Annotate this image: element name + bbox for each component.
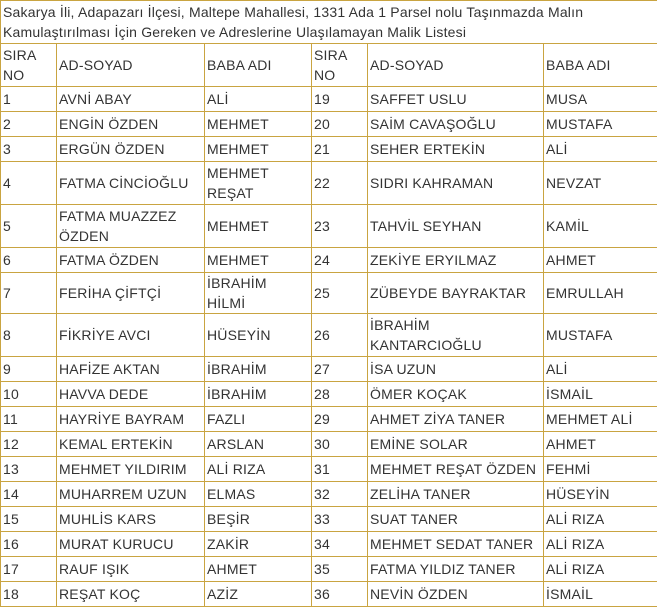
cell-ad-soyad-left: FATMA CİNCİOĞLU — [57, 162, 205, 205]
cell-ad-soyad-right: SAİM CAVAŞOĞLU — [368, 112, 544, 137]
cell-baba-adi-right: ALİ — [544, 137, 657, 162]
cell-baba-adi-right: ALİ RIZA — [544, 557, 657, 582]
cell-ad-soyad-right: FATMA YILDIZ TANER — [368, 557, 544, 582]
cell-sira-no-left: 1 — [1, 87, 57, 112]
cell-sira-no-right: 25 — [312, 273, 368, 314]
cell-baba-adi-right: HÜSEYİN — [544, 482, 657, 507]
cell-sira-no-right: 31 — [312, 457, 368, 482]
header-ad-soyad-left: AD-SOYAD — [57, 44, 205, 87]
table-row — [1, 87, 657, 112]
cell-baba-adi-left: ARSLAN — [205, 432, 312, 457]
cell-ad-soyad-left: ENGİN ÖZDEN — [57, 112, 205, 137]
cell-baba-adi-left: ALİ — [205, 87, 312, 112]
cell-baba-adi-left: MEHMET REŞAT — [205, 162, 312, 205]
cell-baba-adi-left: MEHMET — [205, 112, 312, 137]
cell-ad-soyad-left: ERGÜN ÖZDEN — [57, 137, 205, 162]
cell-sira-no-left: 17 — [1, 557, 57, 582]
table-row — [1, 407, 657, 432]
cell-baba-adi-left: ELMAS — [205, 482, 312, 507]
cell-sira-no-left: 13 — [1, 457, 57, 482]
cell-sira-no-right: 23 — [312, 205, 368, 248]
cell-baba-adi-right: ALİ RIZA — [544, 507, 657, 532]
document-title: Sakarya İli, Adapazarı İlçesi, Maltepe Mahallesi, 1331 Ada 1 Parsel nolu Taşınmazda Malın Kamulaştırılması İçin Gereken ve Adreslerine Ulaşılamayan Malik Listesi — [1, 1, 657, 44]
cell-baba-adi-right: ALİ — [544, 357, 657, 382]
header-sira-no-left: SIRA NO — [1, 44, 57, 87]
cell-ad-soyad-right: NEVİN ÖZDEN — [368, 582, 544, 607]
table-row — [1, 582, 657, 607]
cell-ad-soyad-left: HAFİZE AKTAN — [57, 357, 205, 382]
cell-baba-adi-left: İBRAHİM — [205, 382, 312, 407]
cell-ad-soyad-right: AHMET ZİYA TANER — [368, 407, 544, 432]
table-row — [1, 382, 657, 407]
cell-sira-no-right: 24 — [312, 248, 368, 273]
cell-sira-no-left: 15 — [1, 507, 57, 532]
cell-sira-no-right: 20 — [312, 112, 368, 137]
cell-ad-soyad-right: İSA UZUN — [368, 357, 544, 382]
cell-ad-soyad-left: KEMAL ERTEKİN — [57, 432, 205, 457]
cell-ad-soyad-left: MUHLİS KARS — [57, 507, 205, 532]
cell-sira-no-right: 19 — [312, 87, 368, 112]
cell-baba-adi-left: HÜSEYİN — [205, 314, 312, 357]
cell-ad-soyad-right: MEHMET SEDAT TANER — [368, 532, 544, 557]
table-row — [1, 507, 657, 532]
cell-sira-no-left: 4 — [1, 162, 57, 205]
table-row — [1, 112, 657, 137]
cell-ad-soyad-left: FİKRİYE AVCI — [57, 314, 205, 357]
table-row — [1, 532, 657, 557]
cell-sira-no-left: 5 — [1, 205, 57, 248]
cell-sira-no-left: 18 — [1, 582, 57, 607]
header-baba-adi-left: BABA ADI — [205, 44, 312, 87]
header-sira-no-right: SIRA NO — [312, 44, 368, 87]
cell-ad-soyad-right: MEHMET REŞAT ÖZDEN — [368, 457, 544, 482]
cell-baba-adi-right: NEVZAT — [544, 162, 657, 205]
cell-ad-soyad-right: ZELİHA TANER — [368, 482, 544, 507]
cell-baba-adi-left: FAZLI — [205, 407, 312, 432]
cell-ad-soyad-left: FERİHA ÇİFTÇİ — [57, 273, 205, 314]
cell-sira-no-right: 30 — [312, 432, 368, 457]
cell-baba-adi-right: KAMİL — [544, 205, 657, 248]
cell-sira-no-right: 26 — [312, 314, 368, 357]
cell-sira-no-left: 10 — [1, 382, 57, 407]
cell-baba-adi-right: MUSTAFA — [544, 314, 657, 357]
cell-ad-soyad-right: ÖMER KOÇAK — [368, 382, 544, 407]
cell-sira-no-right: 27 — [312, 357, 368, 382]
cell-sira-no-left: 11 — [1, 407, 57, 432]
cell-sira-no-left: 2 — [1, 112, 57, 137]
cell-sira-no-right: 22 — [312, 162, 368, 205]
cell-ad-soyad-right: SEHER ERTEKİN — [368, 137, 544, 162]
cell-baba-adi-right: FEHMİ — [544, 457, 657, 482]
cell-ad-soyad-right: SAFFET USLU — [368, 87, 544, 112]
table-row — [1, 357, 657, 382]
cell-ad-soyad-right: EMİNE SOLAR — [368, 432, 544, 457]
cell-ad-soyad-left: MUHARREM UZUN — [57, 482, 205, 507]
table-row — [1, 273, 657, 314]
cell-ad-soyad-left: FATMA MUAZZEZ ÖZDEN — [57, 205, 205, 248]
cell-ad-soyad-left: REŞAT KOÇ — [57, 582, 205, 607]
cell-sira-no-left: 7 — [1, 273, 57, 314]
cell-sira-no-right: 32 — [312, 482, 368, 507]
cell-ad-soyad-right: ZÜBEYDE BAYRAKTAR — [368, 273, 544, 314]
cell-baba-adi-right: ALİ RIZA — [544, 532, 657, 557]
cell-sira-no-right: 28 — [312, 382, 368, 407]
table-header-row — [1, 44, 657, 87]
cell-baba-adi-left: BEŞİR — [205, 507, 312, 532]
cell-ad-soyad-right: SUAT TANER — [368, 507, 544, 532]
header-ad-soyad-right: AD-SOYAD — [368, 44, 544, 87]
cell-ad-soyad-left: HAYRİYE BAYRAM — [57, 407, 205, 432]
cell-ad-soyad-left: MEHMET YILDIRIM — [57, 457, 205, 482]
cell-sira-no-left: 14 — [1, 482, 57, 507]
cell-sira-no-left: 9 — [1, 357, 57, 382]
cell-baba-adi-left: AZİZ — [205, 582, 312, 607]
cell-ad-soyad-right: TAHVİL SEYHAN — [368, 205, 544, 248]
cell-sira-no-left: 6 — [1, 248, 57, 273]
cell-ad-soyad-left: AVNİ ABAY — [57, 87, 205, 112]
table-row — [1, 482, 657, 507]
cell-sira-no-right: 35 — [312, 557, 368, 582]
cell-sira-no-left: 16 — [1, 532, 57, 557]
table-row — [1, 248, 657, 273]
cell-baba-adi-right: MEHMET ALİ — [544, 407, 657, 432]
table-row — [1, 457, 657, 482]
cell-baba-adi-left: İBRAHİM HİLMİ — [205, 273, 312, 314]
table-row — [1, 432, 657, 457]
cell-ad-soyad-right: ZEKİYE ERYILMAZ — [368, 248, 544, 273]
cell-sira-no-right: 21 — [312, 137, 368, 162]
cell-sira-no-left: 12 — [1, 432, 57, 457]
cell-ad-soyad-left: MURAT KURUCU — [57, 532, 205, 557]
cell-baba-adi-left: İBRAHİM — [205, 357, 312, 382]
cell-baba-adi-right: MUSTAFA — [544, 112, 657, 137]
cell-sira-no-right: 34 — [312, 532, 368, 557]
cell-ad-soyad-left: HAVVA DEDE — [57, 382, 205, 407]
cell-ad-soyad-right: İBRAHİM KANTARCIOĞLU — [368, 314, 544, 357]
table-row — [1, 314, 657, 357]
header-baba-adi-right: BABA ADI — [544, 44, 657, 87]
cell-ad-soyad-left: FATMA ÖZDEN — [57, 248, 205, 273]
cell-baba-adi-right: MUSA — [544, 87, 657, 112]
cell-sira-no-left: 8 — [1, 314, 57, 357]
cell-baba-adi-right: İSMAİL — [544, 382, 657, 407]
cell-baba-adi-left: ALİ RIZA — [205, 457, 312, 482]
cell-baba-adi-right: İSMAİL — [544, 582, 657, 607]
cell-ad-soyad-right: SIDRI KAHRAMAN — [368, 162, 544, 205]
cell-baba-adi-left: MEHMET — [205, 205, 312, 248]
cell-sira-no-right: 36 — [312, 582, 368, 607]
table-row — [1, 137, 657, 162]
cell-baba-adi-left: MEHMET — [205, 137, 312, 162]
table-row — [1, 557, 657, 582]
table-row — [1, 162, 657, 205]
cell-sira-no-left: 3 — [1, 137, 57, 162]
cell-sira-no-right: 29 — [312, 407, 368, 432]
cell-baba-adi-right: AHMET — [544, 432, 657, 457]
cell-ad-soyad-left: RAUF IŞIK — [57, 557, 205, 582]
cell-sira-no-right: 33 — [312, 507, 368, 532]
table-row — [1, 205, 657, 248]
cell-baba-adi-right: EMRULLAH — [544, 273, 657, 314]
cell-baba-adi-right: AHMET — [544, 248, 657, 273]
cell-baba-adi-left: ZAKİR — [205, 532, 312, 557]
cell-baba-adi-left: AHMET — [205, 557, 312, 582]
cell-baba-adi-left: MEHMET — [205, 248, 312, 273]
